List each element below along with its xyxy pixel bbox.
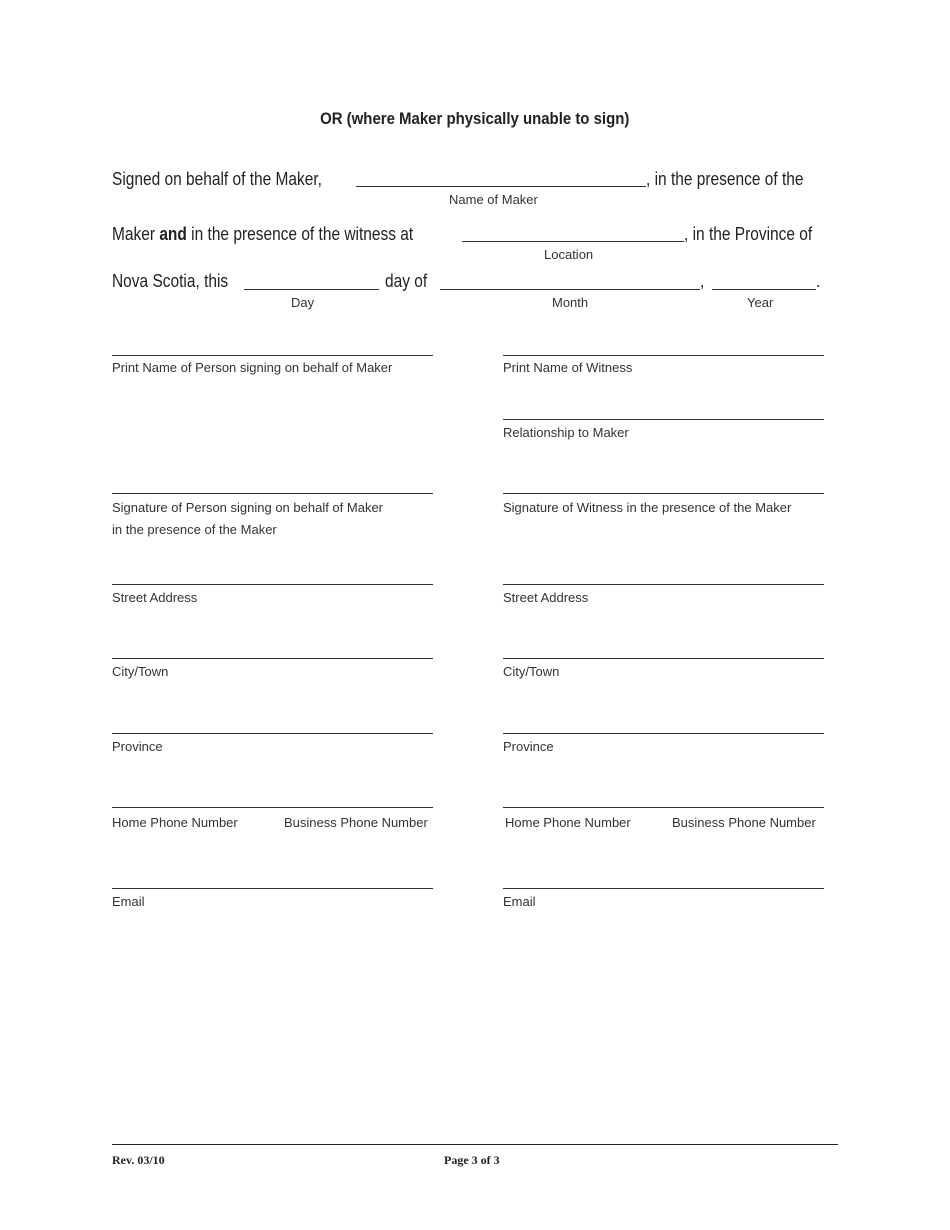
paragraph-comma: , [700, 271, 705, 291]
day-blank[interactable] [244, 289, 379, 290]
paragraph-day-of: day of [385, 271, 428, 291]
revision-label: Rev. 03/10 [112, 1153, 165, 1167]
print-name-person-field[interactable] [112, 355, 433, 356]
left-phone-field[interactable] [112, 807, 433, 808]
right-city-label: City/Town [503, 664, 560, 679]
caption-day: Day [291, 295, 315, 310]
location-blank[interactable] [462, 241, 684, 242]
left-email-field[interactable] [112, 888, 433, 889]
left-city-field[interactable] [112, 658, 433, 659]
right-phone-field[interactable] [503, 807, 824, 808]
print-name-witness-field[interactable] [503, 355, 824, 356]
name-of-maker-blank[interactable] [356, 186, 646, 187]
left-province-label: Province [112, 739, 163, 754]
right-street-label: Street Address [503, 590, 589, 605]
month-blank[interactable] [440, 289, 700, 290]
caption-year: Year [747, 295, 774, 310]
right-city-field[interactable] [503, 658, 824, 659]
paragraph-line2-text: Maker and in the presence of the witness at [112, 224, 414, 244]
left-province-field[interactable] [112, 733, 433, 734]
paragraph-line1-text: Signed on behalf of the Maker, [112, 169, 322, 189]
left-street-field[interactable] [112, 584, 433, 585]
year-blank[interactable] [712, 289, 816, 290]
page-number: Page 3 of 3 [444, 1153, 500, 1167]
left-email-label: Email [112, 894, 145, 909]
relationship-label: Relationship to Maker [503, 425, 629, 440]
paragraph-line1-end: , in the presence of the [646, 169, 804, 189]
caption-month: Month [552, 295, 589, 310]
signature-person-label-2: in the presence of the Maker [112, 522, 277, 537]
paragraph-line3-text: Nova Scotia, this [112, 271, 229, 291]
right-email-label: Email [503, 894, 536, 909]
right-province-label: Province [503, 739, 554, 754]
footer-divider [112, 1144, 838, 1145]
right-province-field[interactable] [503, 733, 824, 734]
paragraph-period: . [816, 271, 821, 291]
print-name-witness-label: Print Name of Witness [503, 360, 633, 375]
caption-name-of-maker: Name of Maker [449, 192, 538, 207]
relationship-field[interactable] [503, 419, 824, 420]
right-email-field[interactable] [503, 888, 824, 889]
caption-location: Location [544, 247, 594, 262]
left-street-label: Street Address [112, 590, 198, 605]
signature-witness-label: Signature of Witness in the presence of the Maker [503, 500, 792, 515]
left-home-phone-label: Home Phone Number [112, 815, 238, 830]
left-city-label: City/Town [112, 664, 169, 679]
paragraph-line2-end: , in the Province of [684, 224, 813, 244]
signature-person-label: Signature of Person signing on behalf of Maker [112, 500, 384, 515]
left-business-phone-label: Business Phone Number [284, 815, 428, 830]
print-name-person-label: Print Name of Person signing on behalf of Maker [112, 360, 393, 375]
section-heading: OR (where Maker physically unable to sign) [320, 109, 630, 128]
signature-witness-field[interactable] [503, 493, 824, 494]
right-home-phone-label: Home Phone Number [505, 815, 631, 830]
signature-person-field[interactable] [112, 493, 433, 494]
right-business-phone-label: Business Phone Number [672, 815, 816, 830]
right-street-field[interactable] [503, 584, 824, 585]
